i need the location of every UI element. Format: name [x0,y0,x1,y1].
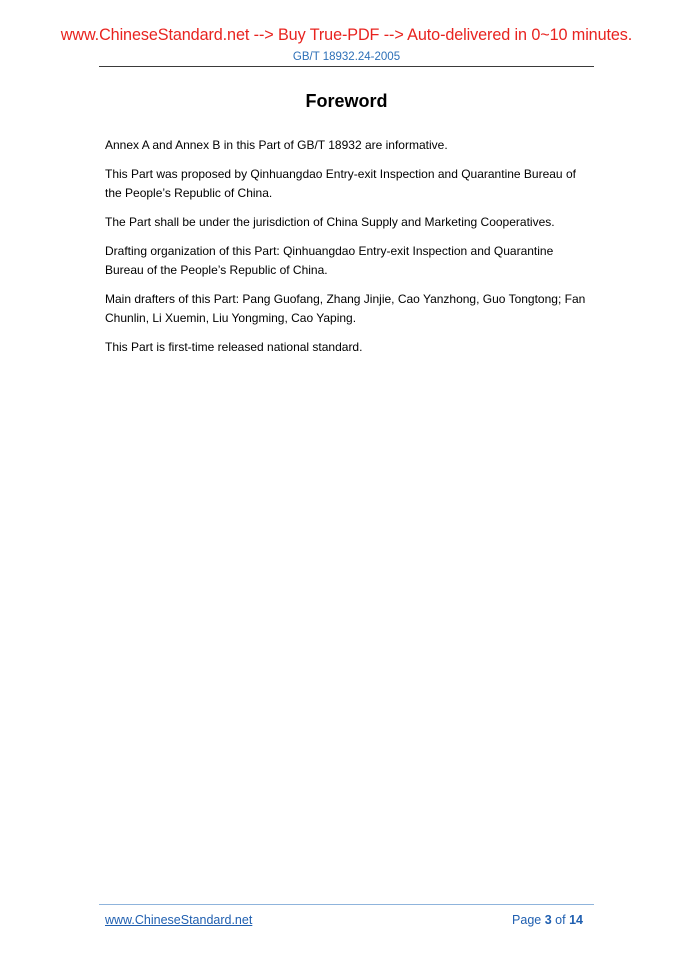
page-current: 3 [544,913,552,927]
footer-website-link[interactable]: www.ChineseStandard.net [105,913,253,927]
paragraph-proposed-by: This Part was proposed by Qinhuangdao Entry-exit Inspection and Quarantine Bureau of the People’s Republic of China. [105,167,576,200]
paragraph-release: This Part is first-time released national standard. [105,340,363,354]
paragraph-drafting-organization: Drafting organization of this Part: Qinhuangdao Entry-exit Inspection and Quarantine Bureau of the People’s Republic of China. [105,244,554,277]
page-total: 14 [569,913,583,927]
paragraph-main-drafters: Main drafters of this Part: Pang Guofang, Zhang Jinjie, Cao Yanzhong, Guo Tongtong; Fan Chunlin, Li Xuemin, Liu Yongming, Cao Yaping. [105,292,586,325]
header-divider [99,66,594,67]
page-number [512,913,583,927]
standard-code: GB/T 18932.24-2005 [292,51,401,63]
page-title: Foreword [305,91,388,111]
foreword-body [105,136,595,367]
paragraph-annex: Annex A and Annex B in this Part of GB/T 18932 are informative. [105,138,448,152]
footer-divider [99,904,594,905]
paragraph-jurisdiction: The Part shall be under the jurisdiction of China Supply and Marketing Cooperatives. [105,215,555,229]
page-of: of [555,913,566,927]
header-banner[interactable]: www.ChineseStandard.net --> Buy True-PDF --> Auto-delivered in 0~10 minutes. [60,26,633,44]
page-label: Page [512,913,542,927]
